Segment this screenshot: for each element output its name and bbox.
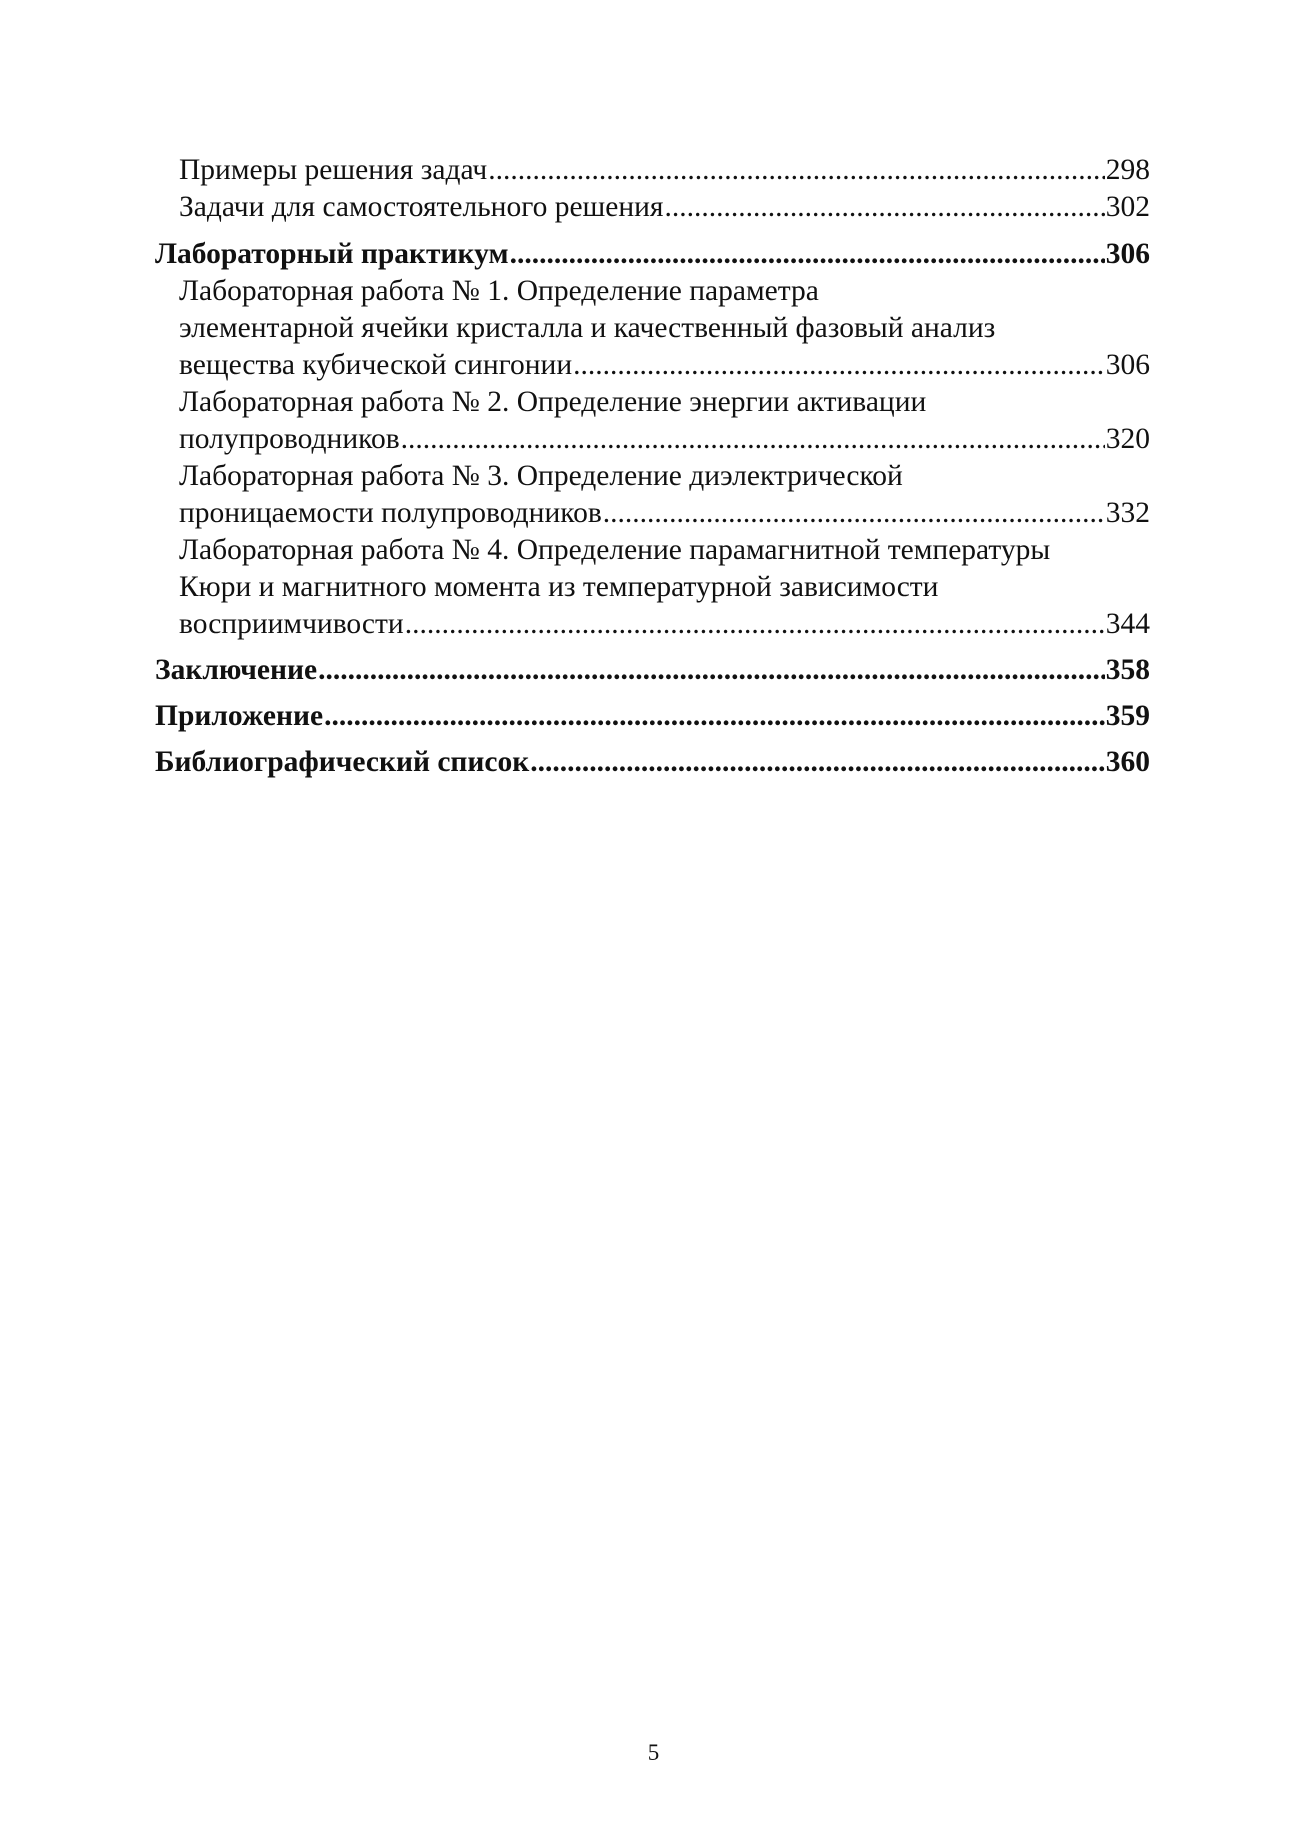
toc-entry-page: 298 [1105,154,1150,186]
toc-entry-line: Лабораторная работа № 3. Определение диэлектрической [179,460,903,492]
toc-section-title: Приложение [155,700,324,732]
table-of-contents [155,152,1150,781]
toc-entry-page: 344 [1105,608,1150,640]
toc-entry-line: элементарной ячейки кристалла и качественный фазовый анализ [179,312,996,344]
toc-section-page: 306 [1105,238,1150,270]
toc-entry-title: восприимчивости [179,608,404,640]
dot-leader [665,189,1105,226]
toc-section-page: 360 [1105,746,1150,778]
toc-entry-page: 302 [1105,191,1150,223]
toc-entry-line: Лабораторная работа № 1. Определение параметра [179,275,819,307]
toc-entry [155,606,1150,643]
toc-section-title: Лабораторный практикум [155,238,509,270]
toc-section-page: 359 [1105,700,1150,732]
toc-entry-title: Задачи для самостоятельного решения [179,191,664,223]
page-number: 5 [647,1740,660,1765]
toc-entry [155,152,1150,189]
dot-leader [573,347,1105,384]
dot-leader [324,698,1105,735]
toc-entry [155,421,1150,458]
toc-entry-line: Лабораторная работа № 2. Определение энергии активации [179,386,927,418]
dot-leader [401,421,1105,458]
toc-entry-title: Примеры решения задач [179,154,488,186]
toc-entry-page: 320 [1105,423,1150,455]
dot-leader [488,152,1105,189]
toc-section-page: 358 [1105,654,1150,686]
toc-section [155,236,1150,273]
toc-section-title: Заключение [155,654,318,686]
toc-section [155,698,1150,735]
toc-section [155,744,1150,781]
dot-leader [603,495,1105,532]
toc-entry-title: полупроводников [179,423,400,455]
toc-entry [155,189,1150,226]
dot-leader [318,652,1105,689]
toc-entry-page: 332 [1105,497,1150,529]
dot-leader [510,236,1105,273]
toc-entry-line: Кюри и магнитного момента из температурной зависимости [179,571,939,603]
toc-section-title: Библиографический список [155,746,530,778]
dot-leader [405,606,1105,643]
toc-entry-page: 306 [1105,349,1150,381]
toc-entry-title: вещества кубической сингонии [179,349,573,381]
dot-leader [530,744,1104,781]
toc-entry-line: Лабораторная работа № 4. Определение парамагнитной температуры [179,534,1051,566]
toc-entry-title: проницаемости полупроводников [179,497,602,529]
toc-section [155,652,1150,689]
toc-entry [155,495,1150,532]
toc-entry [155,347,1150,384]
